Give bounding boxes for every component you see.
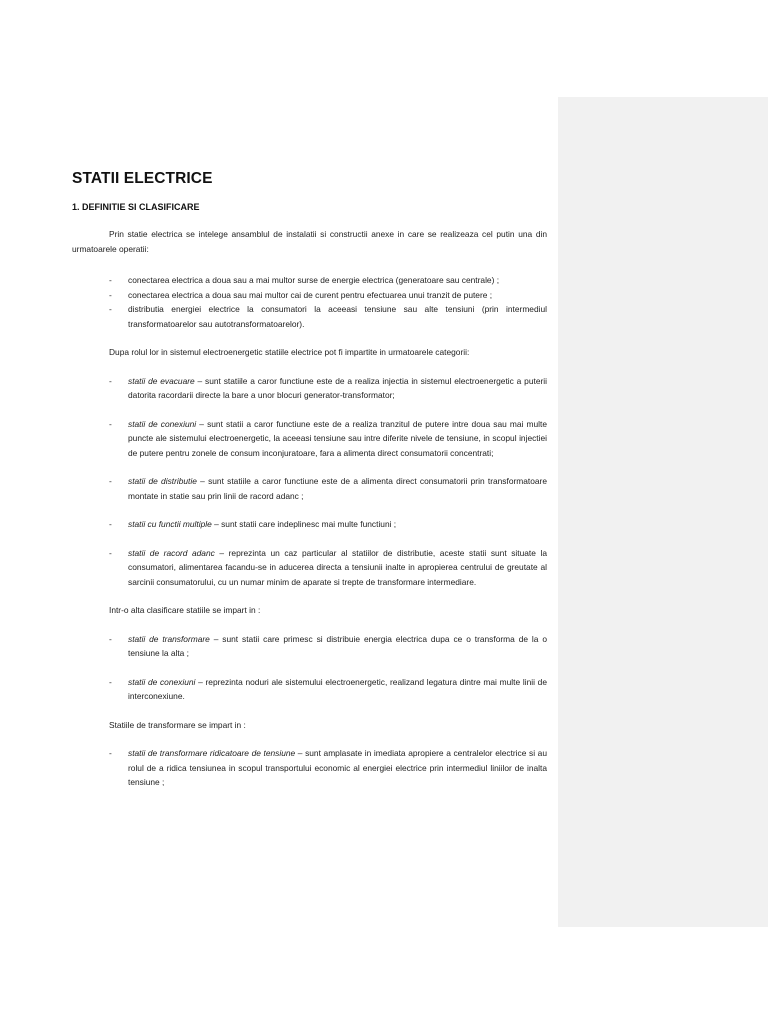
list-item: - distributia energiei electrice la consumatori la aceeasi tensiune sau alte tensiuni (prin intermediul transformatoarelor sau autotransformatoarelor). xyxy=(109,304,547,329)
role-intro: Dupa rolul lor in sistemul electroenergetic statiile electrice pot fi impartite in urmatoarele categorii: xyxy=(109,347,470,357)
list-item: - conectarea electrica a doua sau a mai multor surse de energie electrica (generatoare sau centrale) ; xyxy=(109,275,500,285)
list-item: - statii de distributie – sunt statiile a caror functiune este de a alimenta direct consumatorii prin transformatoare montate in statie sau prin linii de racord adanc ; xyxy=(109,476,547,501)
intro-paragraph: Prin statie electrica se intelege ansamblul de instalatii si constructii anexe in care se realizeaza cel putin una din urmatoarele operatii: xyxy=(72,229,547,254)
list-item: - statii de evacuare – sunt statiile a caror functiune este de a realiza injectia in sistemul electroenergetic a puterii datorita racordarii directe la bare a unor blocuri generator-transformator; xyxy=(109,375,547,400)
list-item: - statii de transformare ridicatoare de tensiune – sunt amplasate in imediata apropiere a centralelor electrice si au rolul de a ridica tensiunea in scopul transportului economic al energiei electrice prin intermediul liniilor de inalta tensiune ; xyxy=(109,748,547,787)
transform-intro: Statiile de transformare se impart in : xyxy=(109,719,246,730)
comment-pane xyxy=(558,97,768,927)
list-item: - statii de conexiuni – reprezinta noduri ale sistemului electroenergetic, realizand legatura dintre mai multe linii de interconexiune. xyxy=(109,676,547,701)
operations-list xyxy=(72,273,547,331)
document-title: STATII ELECTRICE xyxy=(72,170,213,187)
list-item: - statii de conexiuni – sunt statii a caror functiune este de a realiza tranzitul de putere intre doua sau mai multe puncte ale sistemului electroenergetic, la aceeasi tensiune sau intre diferite nivele de tensiune, in scopul injectiei de putere pentru zonele de consum inconjuratoare, fara a alimenta direct consumatorii concentrati; xyxy=(109,418,547,458)
document-body xyxy=(72,170,547,790)
list-item: - conectarea electrica a doua sau mai multor cai de curent pentru efectuarea unui tranzit de putere ; xyxy=(109,289,493,300)
list-item: - statii cu functii multiple – sunt statii care indeplinesc mai multe functiuni ; xyxy=(109,519,397,529)
section-heading: 1. DEFINITIE SI CLASIFICARE xyxy=(72,202,200,212)
list-item: - statii de racord adanc – reprezinta un caz particular al statiilor de distributie, aceste statii sunt situate la consumatori, alimentarea facandu-se in aducerea directa a tensiunii inalte in apropierea centrului de greutate al sarcinii consumatorului, cu un numar minim de aparate si trepte de transformare intermediare. xyxy=(109,547,547,587)
list-item: - statii de transformare – sunt statii care primesc si distribuie energia electrica dupa ce o transforma de la o tensiune la alta ; xyxy=(109,633,547,658)
other-classification-intro: Intr-o alta clasificare statiile se impart in : xyxy=(109,605,261,615)
